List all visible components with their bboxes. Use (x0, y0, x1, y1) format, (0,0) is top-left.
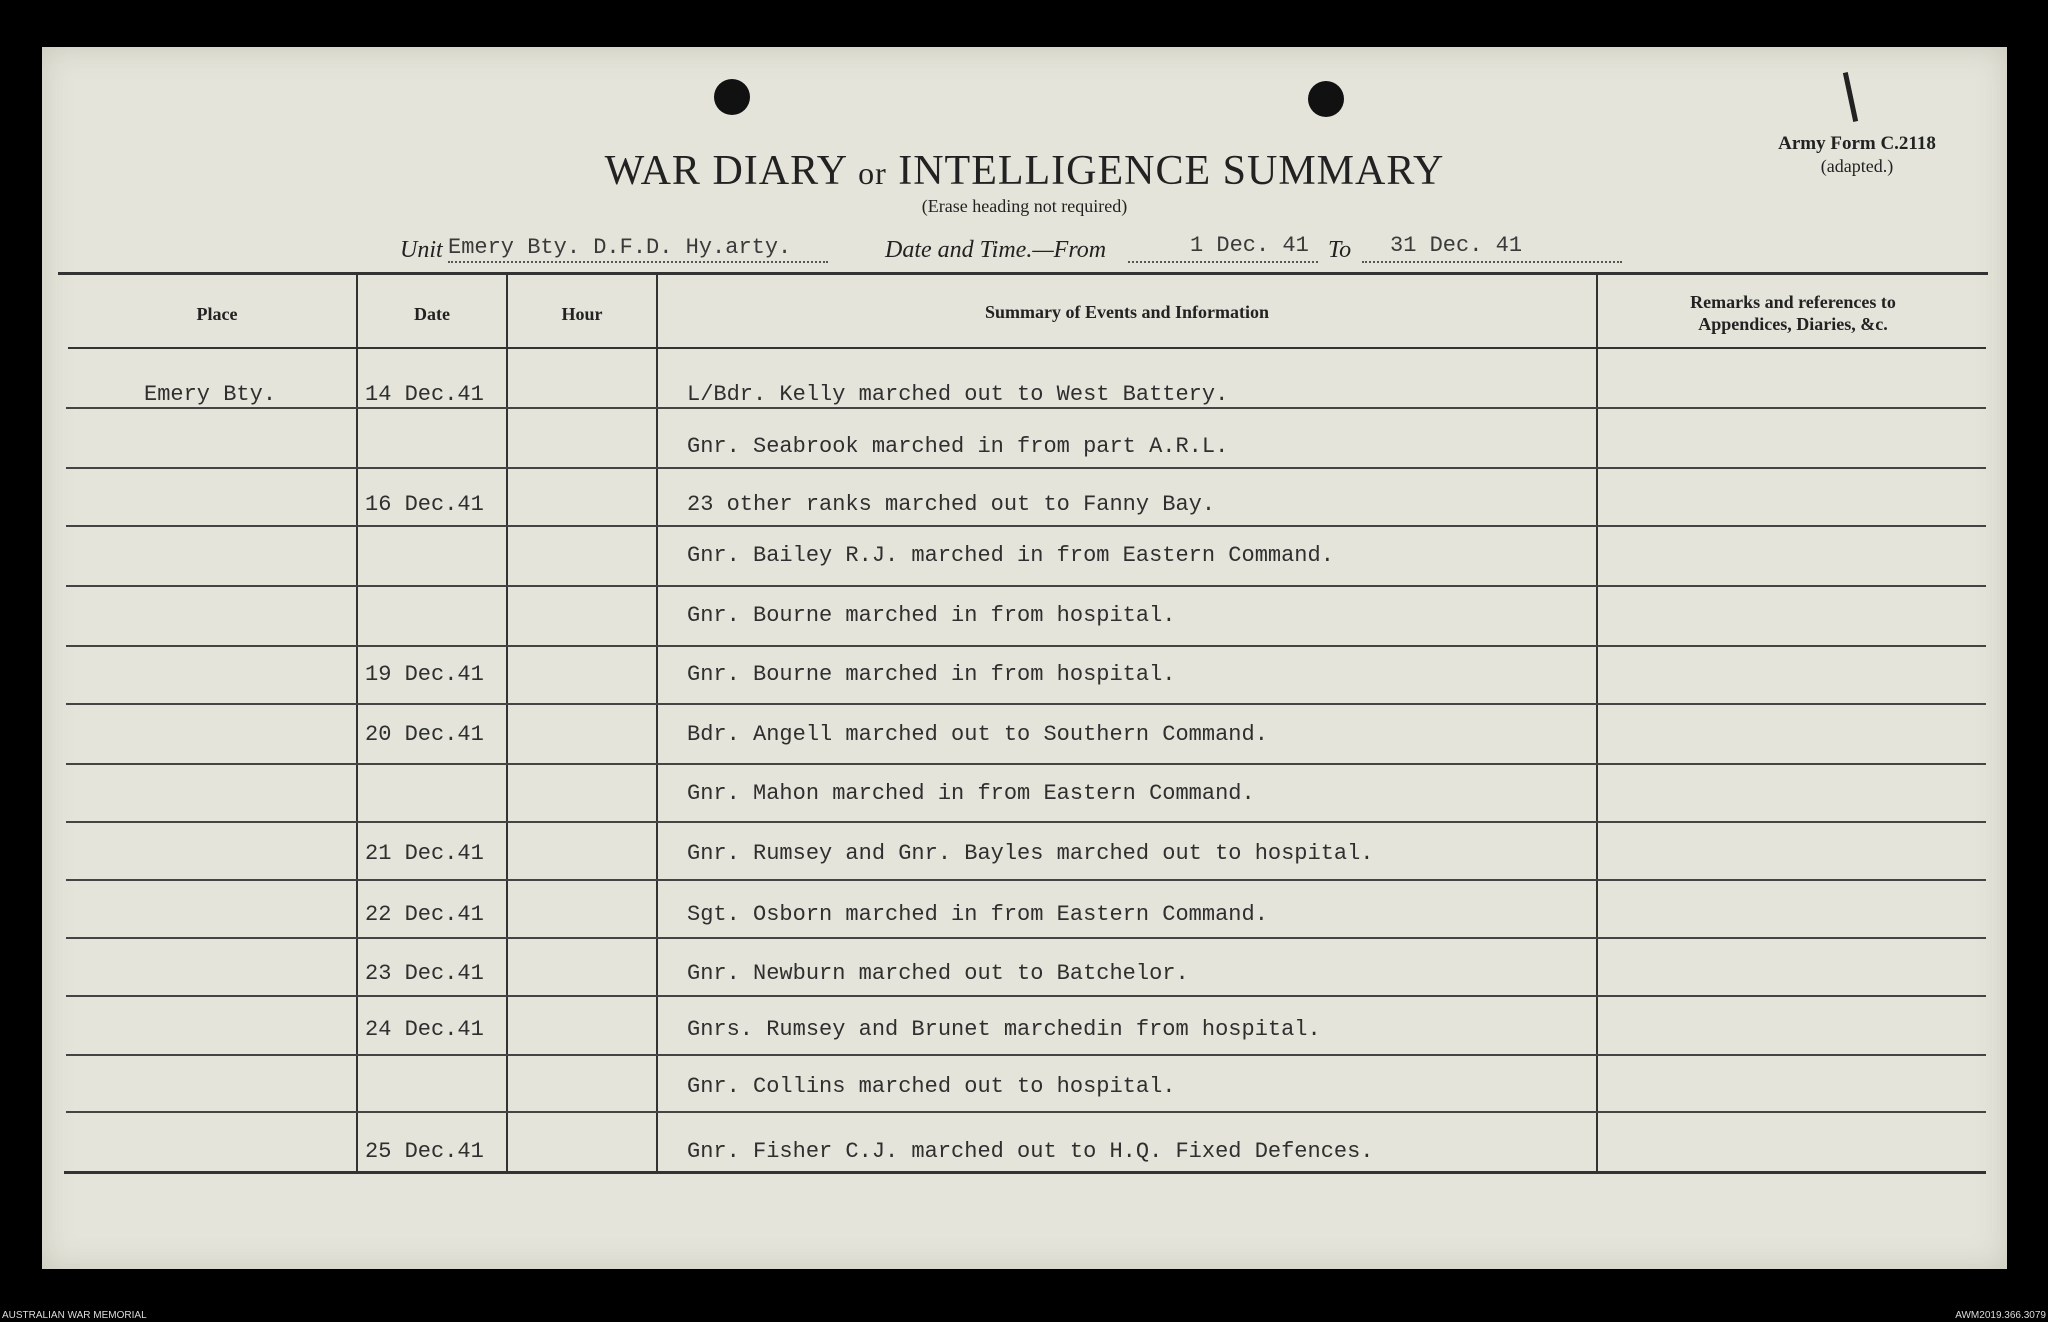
table-top-border (58, 272, 1988, 275)
title-intelligence-summary: INTELLIGENCE SUMMARY (898, 148, 1445, 194)
row-summary: Gnr. Bourne marched in from hospital. (687, 603, 1176, 628)
row-summary: Gnr. Bailey R.J. marched in from Eastern Command. (687, 543, 1334, 568)
row-summary: Gnrs. Rumsey and Brunet marchedin from hospital. (687, 1017, 1321, 1042)
to-label: To (1328, 237, 1352, 263)
row-summary: Gnr. Mahon marched in from Eastern Command. (687, 781, 1255, 806)
row-date: 22 Dec.41 (365, 902, 484, 927)
row-divider (66, 937, 1986, 939)
row-summary: Gnr. Rumsey and Gnr. Bayles marched out to hospital. (687, 841, 1374, 866)
row-summary: Gnr. Bourne marched in from hospital. (687, 662, 1176, 687)
form-number: Army Form C.2118 (1778, 133, 1936, 154)
row-summary: Gnr. Collins marched out to hospital. (687, 1074, 1176, 1099)
date-label: Date and Time.—From (885, 237, 1107, 263)
row-date: 23 Dec.41 (365, 961, 484, 986)
row-date: 16 Dec.41 (365, 492, 484, 517)
row-divider (66, 407, 1986, 409)
row-date: 25 Dec.41 (365, 1139, 484, 1164)
row-divider (66, 645, 1986, 647)
remarks-header-line-1: Remarks and references to (1690, 292, 1896, 312)
row-place: Emery Bty. (144, 382, 277, 407)
title-or: or (858, 155, 887, 191)
ink-mark (1843, 72, 1858, 122)
row-divider (66, 879, 1986, 881)
row-date: 21 Dec.41 (365, 841, 484, 866)
unit-label: Unit (400, 237, 443, 263)
row-divider (66, 763, 1986, 765)
row-divider (66, 995, 1986, 997)
row-divider (66, 467, 1986, 469)
column-header-place: Place (196, 304, 238, 324)
subtitle: (Erase heading not required) (921, 196, 1128, 216)
column-header-hour: Hour (561, 304, 603, 324)
row-divider (66, 585, 1986, 587)
form-adapted: (adapted.) (1820, 156, 1894, 176)
title-war-diary: WAR DIARY (604, 148, 847, 194)
table-bottom-border (64, 1171, 1986, 1174)
archive-caption-right: AWM2019.366.3079 (1955, 1310, 2046, 1321)
row-date: 20 Dec.41 (365, 722, 484, 747)
date-from-value: 1 Dec. 41 (1190, 233, 1309, 258)
punch-hole-left (714, 79, 750, 115)
column-header-date: Date (414, 304, 450, 324)
row-date: 24 Dec.41 (365, 1017, 484, 1042)
row-divider (66, 821, 1986, 823)
form-reference (1742, 133, 1972, 177)
unit-value: Emery Bty. D.F.D. Hy.arty. (448, 235, 828, 263)
row-summary: 23 other ranks marched out to Fanny Bay. (687, 492, 1216, 517)
row-divider (66, 1111, 1986, 1113)
archive-caption-left: AUSTRALIAN WAR MEMORIAL (2, 1310, 147, 1321)
date-to-value: 31 Dec. 41 (1390, 233, 1523, 258)
row-date: 14 Dec.41 (365, 382, 484, 407)
column-header-remarks (1598, 291, 1988, 335)
column-header-summary: Summary of Events and Information (984, 302, 1270, 322)
row-divider (66, 1054, 1986, 1056)
row-divider (66, 525, 1986, 527)
row-divider (66, 703, 1986, 705)
row-summary: L/Bdr. Kelly marched out to West Battery. (687, 382, 1229, 407)
row-summary: Gnr. Seabrook marched in from part A.R.L. (687, 434, 1229, 459)
punch-hole-right (1308, 81, 1344, 117)
page-title (42, 147, 2007, 195)
row-date: 19 Dec.41 (365, 662, 484, 687)
remarks-header-line-2: Appendices, Diaries, &c. (1698, 314, 1888, 334)
row-summary: Sgt. Osborn marched in from Eastern Command. (687, 902, 1268, 927)
row-summary: Gnr. Newburn marched out to Batchelor. (687, 961, 1189, 986)
row-summary: Bdr. Angell marched out to Southern Command. (687, 722, 1268, 747)
row-summary: Gnr. Fisher C.J. marched out to H.Q. Fixed Defences. (687, 1139, 1374, 1164)
diary-page (42, 47, 2007, 1269)
